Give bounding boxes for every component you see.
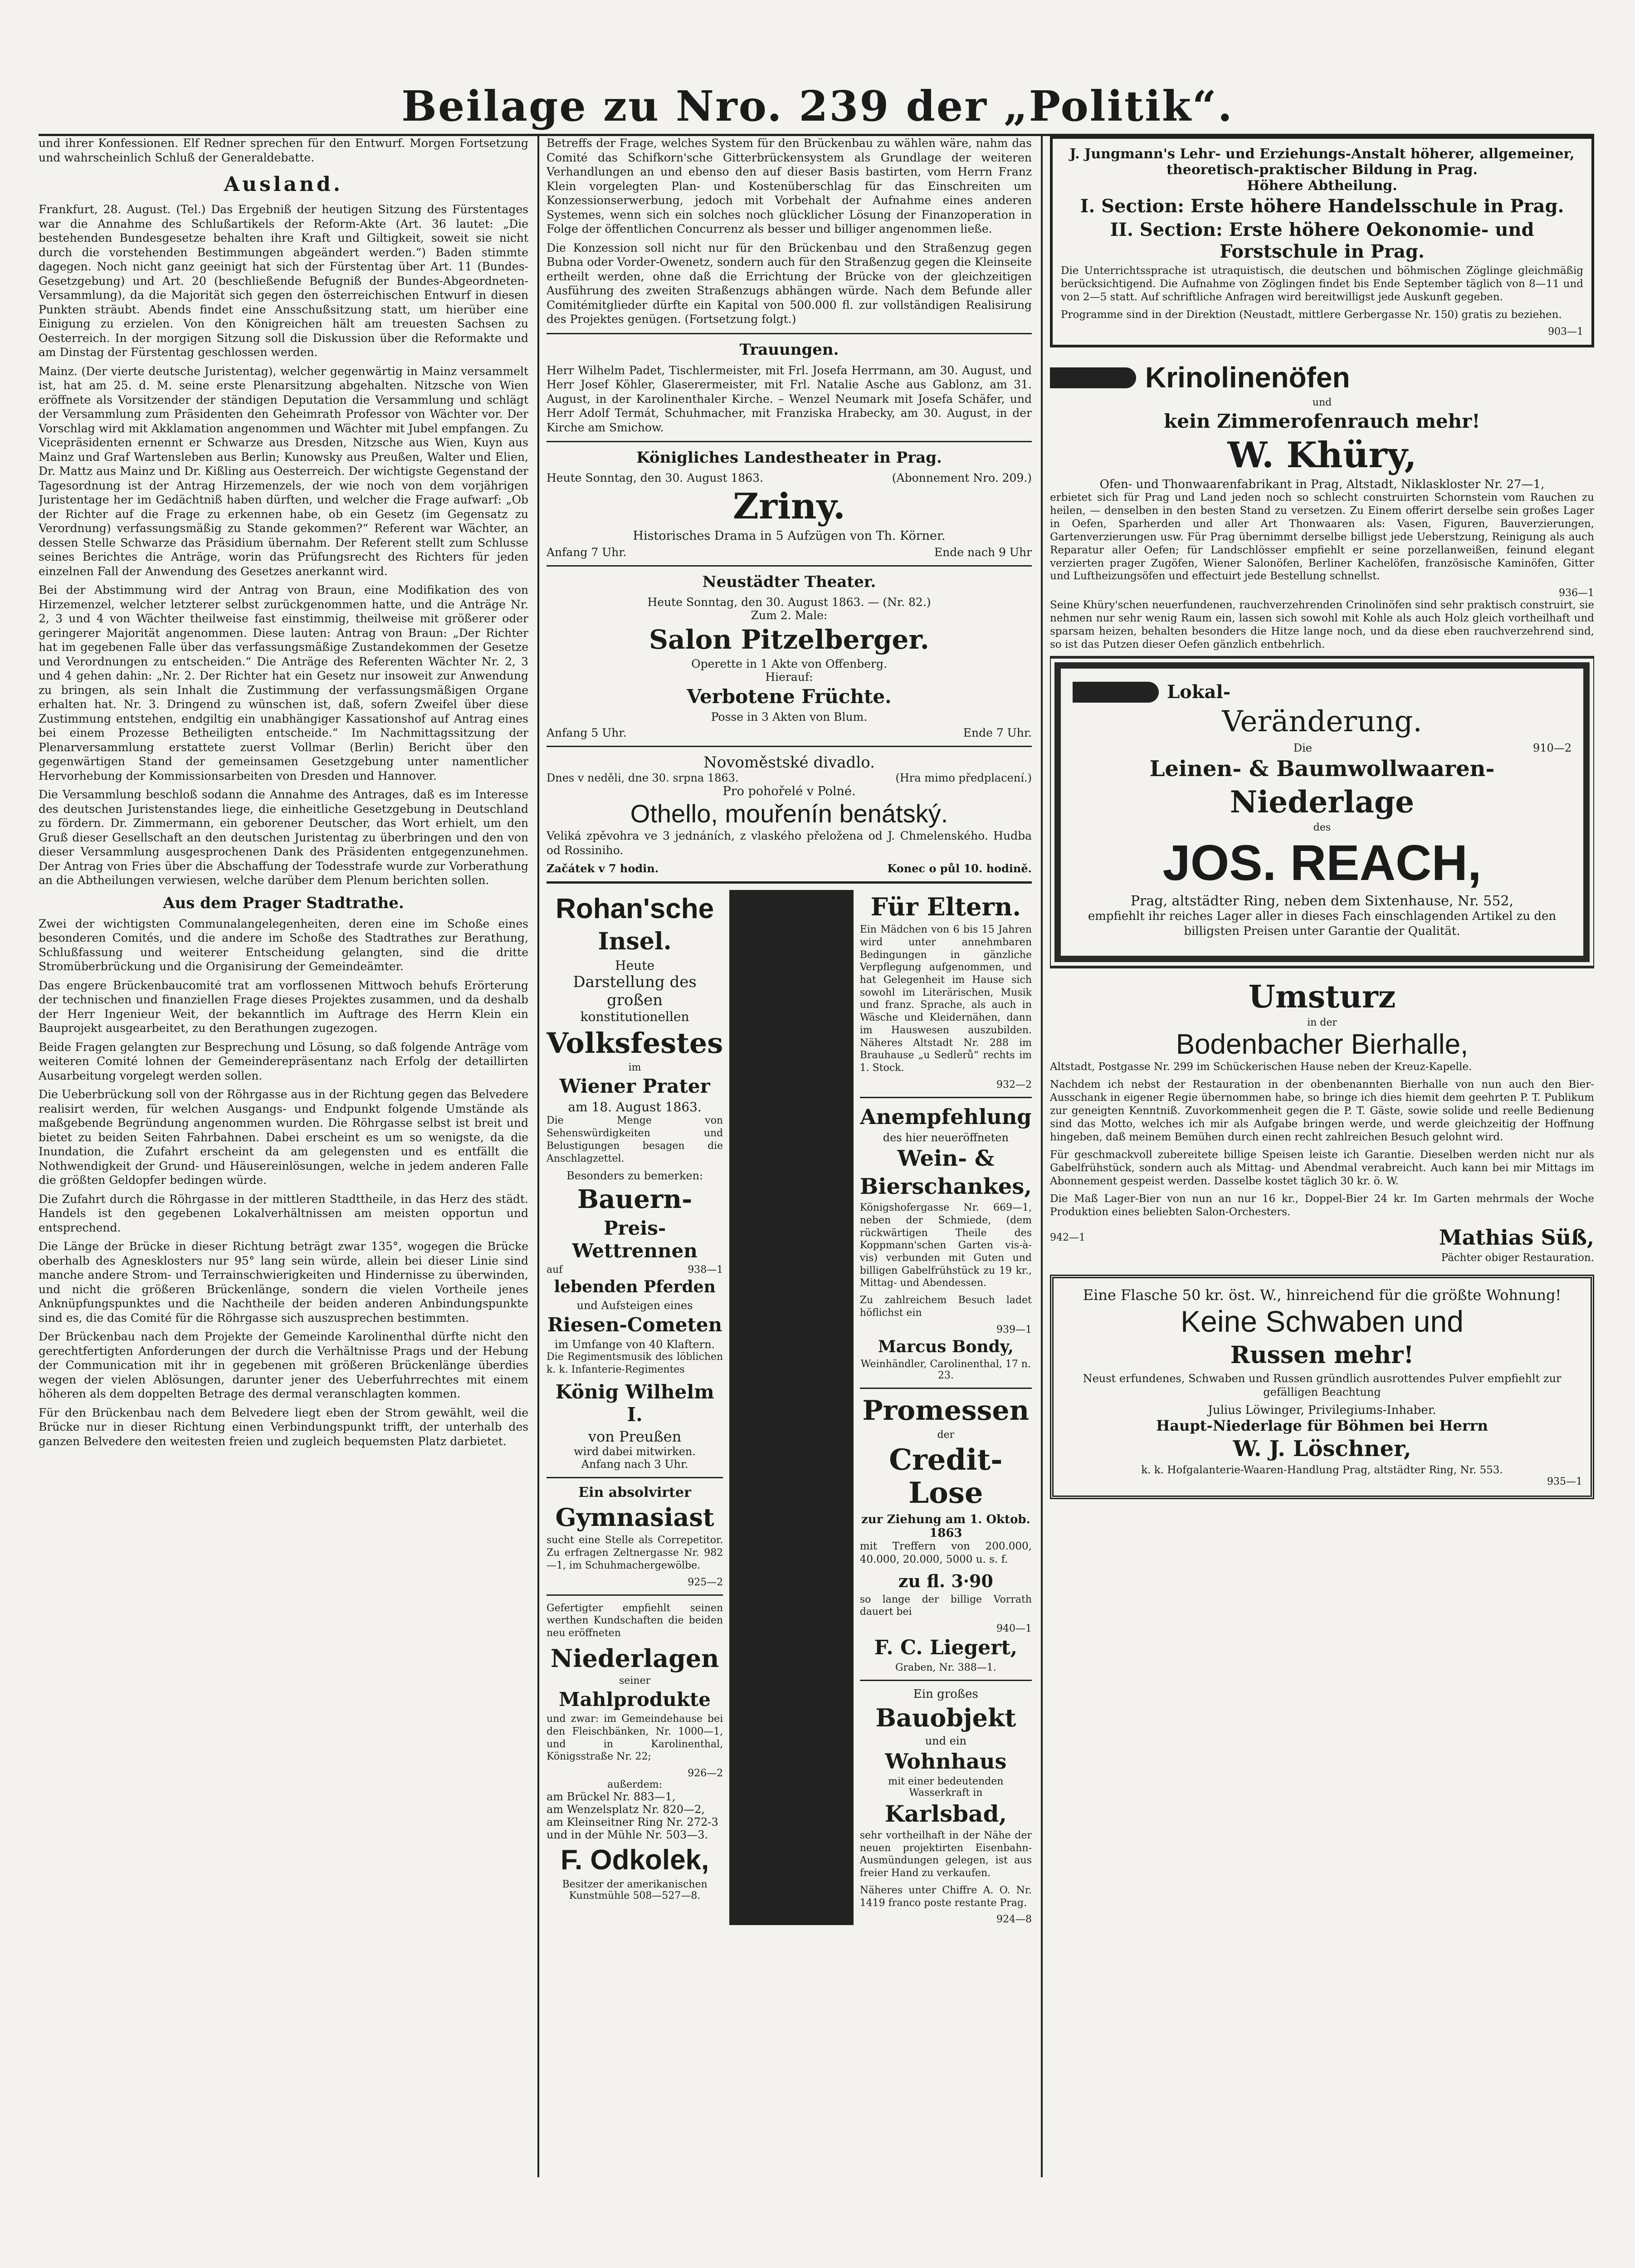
ad-text: mit Treffern von 200.000, 40.000, 20.000, 5000 u. s. f. [859,1540,1032,1565]
trauungen-title: Trauungen. [739,340,839,359]
ad-number: 936—1 [1559,587,1594,599]
ad-text: Eine Flasche 50 kr. öst. W., hinreichend für die größte Wohnung! [1083,1286,1562,1304]
divider [547,565,1032,567]
stadtrath-p1: Zwei der wichtigsten Communalangelegenheiten, deren eine im Schoße eines besonderen Comités, und die andere im Schoße des Stadtrathes zur Berathung, Schlußfassung und weiterer Entscheidung gelangten, sind die dritte Stromüberbrückung und die Organisirung der Gemeindeämter. [39,917,528,973]
ad-headline: I. Section: Erste höhere Handelsschule in Prag. [1080,196,1564,217]
ad-text: Graben, Nr. 388—1. [895,1662,996,1673]
ad-headline: Bierschankes, [859,1173,1032,1199]
ad-number: 903—1 [1548,326,1583,337]
ad-gymnasiast [547,1485,723,1588]
ad-text: Nachdem ich nebst der Restauration in der obenbenannten Bierhalle von nun auch den Bier-Ausschank in eigener Regie übernommen habe, so bringe ich dies hiemit dem geehrten P. T. Publikum zur geneigten Kenntniß. Zuvorkommenheit gegen die P. T. Gäste, sowie solide und reelle Bedienung sind das Motto, welches ich mir als Aufgabe bringen werde, und werde gleichzeitig der Hoffnung hingeben, daß meinem Bemühen durch einen recht zahlreichen Besuch gelohnt wird. [1050,1079,1594,1144]
ad-text: Pächter obiger Restauration. [1441,1252,1594,1264]
ad-text: Ofen- und Thonwaarenfabrikant in Prag, Altstadt, Niklaskloster Nr. 27—1, [1099,477,1545,491]
theater-neustaedter [547,573,1032,739]
play-title: Salon Pitzelberger. [649,624,929,655]
ad-headline: F. Odkolek, [560,1844,709,1876]
ad-fuer-eltern [860,893,1032,1090]
ad-address: Prag, altstädter Ring, neben dem Sixtenhause, Nr. 552, [1130,893,1514,909]
ad-text: Besitzer der amerikanischen Kunstmühle 508—527—8. [562,1879,708,1902]
column-divider-2 [1041,136,1043,2177]
ad-headline: König Wilhelm I. [555,1380,714,1426]
article-frankfurt: Frankfurt, 28. August. (Tel.) Das Ergebniß der heutigen Sitzung des Fürstentages war die Annahme des Schlußartikels der Reform-Akte (Art. 36 lautet: „Die bestehenden Bundesgesetze behalten ihre Kraft und Giltigkeit, soweit sie nicht durch die vorstehenden Bestimmungen abgeändert werden.“) Baden stimmte dagegen. Noch nicht ganz geeinigt hat sich der Fürstentag über Art. 11 (Bundes-Gesetzgebung) und Art. 20 (beschließende Befugniß der Bundes-Abgeordneten-Versammlung), da die Majorität sich gegen den österreichischen Entwurf in diesen Punkten sträubt. Abends findet eine Ansschußsitzung statt, um hierüber eine Einigung zu erzielen. Von den Königreichen hält am treuesten Sachsen zu Oesterreich. In der morgigen Sitzung soll die Diskussion über die Reformakte und am Dinstag der Fürstentag geschlossen werden. [39,203,528,359]
ad-price: zu fl. 3·90 [898,1570,993,1591]
divider [860,1680,1032,1681]
ad-headline: Bauobjekt [875,1703,1016,1732]
ad-left-column [547,890,723,1925]
ad-rohan-insel [547,893,723,1471]
ad-number: 926—2 [688,1768,723,1779]
divider [547,1477,723,1478]
stadtrath-p2: Das engere Brückenbaucomité trat am vorflossenen Mittwoch behufs Erörterung der technischen und finanziellen Frage dieses Projektes zusammen, und da deshalb der Herr Ingenieur Weit, der bekanntlich im Auftrage des Herrn Klein ein Bauprojekt ausgearbeitet, zu den Berathungen zugezogen. [39,978,528,1035]
ad-headline: Umsturz [1248,979,1396,1016]
ad-text: Programme sind in der Direktion (Neustadt, mittlere Gerbergasse Nr. 150) gratis zu beziehen. [1061,308,1562,321]
ad-number: 938—1 [688,1264,723,1276]
column-divider-1 [537,136,539,2177]
theater-subtitle: Pro pohořelé v Polné. [722,784,856,798]
divider [547,1594,723,1596]
ad-headline: lebenden Pferden [554,1277,716,1297]
ad-text: von Preußen [588,1428,682,1446]
end-time: Konec o půl 10. hodině. [887,862,1032,875]
ad-divider [729,890,853,1925]
ad-text: außerdem: [607,1779,663,1791]
ad-text: in der [1307,1017,1337,1029]
ad-text: Näheres unter Chiffre A. O. Nr. 1419 franco poste restante Prag. [859,1884,1032,1909]
ad-text: so lange der billige Vorrath dauert bei [859,1593,1032,1618]
ad-khury [1050,358,1594,651]
ad-headline: Leinen- & Baumwollwaaren- [1149,756,1495,782]
article-vote: Bei der Abstimmung wird der Antrag von Braun, eine Modifikation des von Hirzemenzel, welcher letzterer selbst zurückgenommen hatte, und die Anträge Nr. 2, 3 und 4 von Wächter theilweise fast einstimmig, theilweise mit größerer oder geringerer Majorität angenommen. Diese lauten: Antrag von Braun: „Der Richter hat im gegebenen Falle über das verfassungsmäßige Zustandekommen der Gesetze und Verordnungen zu entscheiden.“ Die Anträge des Referenten Wächter Nr. 2, 3 und 4 gehen dahin: „Nr. 2. Der Richter hat ein Gesetz nur insoweit zur Anwendung zu bringen, als sein Inhalt die Zustimmung der verfassungsmäßigen Organe erhalten hat. Nr. 3. Dringend zu wünschen ist, daß, sofern Zweifel über diese Zustimmung entstehen, endgiltig ein unabhängiger Kassationshof auf Antrag eines bei einem Prozesse Betheiligten entscheide.“ Im Nachmittagssitzung der Plenarversammlung erstattete zuerst Vollmar (Berlin) Bericht über den gegenwärtigen Stand der gemeinsamen Gesetzgebung unter namentlicher Hervorhebung der Kommissionsarbeiten von Dresden und Hannover. [39,583,528,782]
ad-text: sucht eine Stelle als Correpetitor. Zu erfragen Zeltnergasse Nr. 982—1, im Schuhmachergewölbe. [547,1535,723,1571]
ad-columns [547,890,1032,1925]
ad-text: zur Ziehung am 1. Oktob. 1863 [861,1513,1030,1540]
ad-text: empfiehlt ihr reiches Lager aller in dieses Fach einschlagenden Artikel zu den billigsten Preisen unter Garantie der Qualität. [1088,909,1557,938]
ad-text: erbietet sich für Prag und Land jeden noch so schlecht construirten Schornstein vom Rauchen zu heilen, — denselben in den besten Stand zu versetzen. Zu Einem offerirt derselbe sein großes Lager in Oefen, Sparherden und aller Art Thonwaaren als: Vasen, Figuren, Bauverzierungen, Gartenverzierungen usw. Für Prag übernimmt derselbe billigst jede Ueberstzung, Reinigung als auch Reparatur aller Oefen; für Landschlösser empfiehlt er seine porzellanweißen, feinund elegant verzierten prager Zugöfen, Wiener Salonöfen, Berliner Kachelöfen, französische Kaminöfen, Gitter und Luftheizungsöfen und effectuirt jede Bestellung schnellst. [1050,491,1594,582]
ad-headline: Bodenbacher Bierhalle, [1176,1029,1469,1061]
play-title: Zriny. [733,486,845,527]
play-description: Posse in 3 Akten von Blum. [711,710,868,723]
play-title: Othello, mouřenín benátský. [630,799,948,828]
ad-headline: Karlsbad, [884,1800,1007,1828]
divider [547,441,1032,442]
start-time: Začátek v 7 hodin. [547,862,659,875]
ad-text: auf [547,1264,563,1276]
column-ads [1050,136,1594,1510]
ad-headline: Insel. [598,928,672,956]
theater-landestheater [547,449,1032,559]
ad-headline: II. Section: Erste höhere Oekonomie- und Forstschule in Prag. [1110,219,1534,262]
pointing-hand-icon [1050,367,1136,388]
ad-address: Altstadt, Postgasse Nr. 299 im Schückerischen Hause neben der Kreuz-Kapelle. [1050,1061,1472,1073]
ad-text: mit einer bedeutenden Wasserkraft in [888,1776,1004,1799]
ad-number: 925—2 [688,1576,723,1588]
ad-text: Die Menge von Sehenswürdigkeiten und Belustigungen besagen die Anschlagzettel. [547,1115,723,1164]
ad-headline: Russen mehr! [1230,1341,1414,1369]
ad-headline: Für Eltern. [870,892,1021,922]
ad-text: Ein großes [913,1687,978,1701]
stadtrath-p5: Die Zufahrt durch die Röhrgasse in der mittleren Stadttheile, in das Herz des städt. Handels ist den gegebenen Lokalverhältnissen am meisten opportun und entsprechend. [39,1192,528,1234]
ad-headline: Anempfehlung [860,1104,1032,1129]
ad-headline: Keine Schwaben und [1181,1305,1464,1339]
ad-headline: Wohnhaus [885,1749,1007,1774]
stadtrath-p3: Beide Fragen gelangten zur Besprechung und Lösung, so daß folgende Anträge vom weiteren Comité lohnen der Gemeinderepräsentanz nach Erfolg der detaillirten Ausarbeitung vorgelegt werden sollen. [39,1040,528,1082]
ad-text: Heute [615,958,655,973]
ad-text: sehr vortheilhaft in der Nähe der neuen projektirten Eisenbahn-Ausmündungen gelegen, ist aus freier Hand zu verkaufen. [859,1830,1032,1879]
pointing-hand-icon [1073,682,1159,703]
theater-title: Novoměstské divadlo. [703,753,875,772]
ad-number: 939—1 [996,1324,1032,1335]
ad-signature: W. J. Löschner, [1233,1436,1411,1462]
ad-text: wird dabei mitwirken. [574,1445,696,1458]
ad-text: am Kleinseitner Ring Nr. 272-3 und in der Mühle Nr. 503—3. [547,1816,718,1842]
ad-text: Zu zahlreichem Besuch ladet höflichst ein [859,1295,1032,1319]
ad-headline: Credit-Lose [889,1442,1003,1510]
ad-headline: Bauern- [577,1184,693,1215]
ad-text: und [1312,397,1332,409]
ad-text: Die Unterrichtssprache ist utraquistisch, die deutschen und böhmischen Zöglinge gleichmäßig berücksichtigend. Die Aufnahme von Zöglingen findet bis Ende September täglich von 8—11 und von 2—5 statt. Auf schriftliche Anfragen wird bereitwilligst jede Auskunft gegeben. [1061,265,1583,303]
article-assembly: Die Versammlung beschloß sodann die Annahme des Antrages, daß es im Interesse des deutschen Juristenstandes liege, die einheitliche Gesetzgebung in Deutschland zu fördern. Dr. Zimmermann, ein geborener Deutscher, das Wort erhielt, um den Gruß dieser Gesellschaft an den deutschen Juristentag zu überbringen und den von dieser Versammlung ausgesprochenen Dank des Präsidenten entgegenzunehmen. Der Antrag von Fries über die Abschaffung der Todesstrafe wurde zur Vorberathung an die Abtheilungen verwiesen, welche darüber dem Plenum berichten sollen. [39,788,528,887]
ad-text: im Umfange von 40 Klaftern. [554,1338,715,1351]
ad-number: 924—8 [996,1914,1032,1926]
ad-text: Ein absolvirter [578,1485,691,1501]
start-time: Anfang 7 Uhr. [547,545,627,559]
stadtrath-p6: Die Länge der Brücke in dieser Richtung beträgt zwar 135°, wogegen die Brücke oberhalb des Agnesklosters nur 95° lang sein würde, allein bei dieser Linie sind manche andere Strom- und Terrainschwierigkeiten und Hindernisse zu überwinden, und nicht die größeren Brückenlänge, sondern die vielen Vortheile jenes Anknüpfungspunktes und die Nachtheile der beiden anderen Anbindungspunkte sind es, die das Comité für die Röhrgasse sich auszusprechen bestimmten. [39,1240,528,1325]
ad-text: im [628,1062,641,1074]
trauungen-text: Herr Wilhelm Padet, Tischlermeister, mit Frl. Josefa Herrmann, am 30. August, und Herr Josef Köhler, Glaserermeister, mit Frl. Natalie Asche aus Gablonz, am 31. August, in der Karolinenthaler Kirche. – Wenzel Neumark mit Josefa Schäfer, und Herr Adolf Termát, Schuhmacher, mit Franziska Hrabecky, am 30. August, in der Kirche am Smichow. [547,363,1032,434]
divider [860,1097,1032,1098]
ad-headline: Niederlage [1230,784,1415,820]
ad-text: und zwar: im Gemeindehause bei den Fleischbänken, Nr. 1000—1, und in Karolinenthal, Königsstraße Nr. 22; [547,1713,723,1763]
ad-text: J. Jungmann's Lehr- und Erziehungs-Anstalt höherer, allgemeiner, theoretisch-praktischer Bildung in Prag. [1069,146,1575,178]
ad-jungmann [1050,136,1594,347]
article-mainz: Mainz. (Der vierte deutsche Juristentag), welcher gegenwärtig in Mainz versammelt ist, hat am 25. d. M. seine erste Plenarsitzung abgehalten. Nitzsche von Wien eröffnete als Vorsitzender der ständigen Deputation die Versammlung und schlägt der Versammlung zum Präsidenten den Geheimrath Professor von Wächter vor. Der Vorschlag wird mit Akklamation angenommen und Wächter mit Jubel empfangen. Zu Vicepräsidenten ernennt er Schwarze aus Dresden, Nitzsche aus Wien, Kuyn aus Mainz und Graf Wartensleben aus Berlin; Kunowsky aus Preußen, Walter und Elien, Dr. Mattz aus Mainz und Dr. Kißling aus Oesterreich. Der wichtigste Gegenstand der Tagesordnung ist der Antrag Hirzemenzels, der wie noch von dem vorjährigen Juristentage her im Gedächtniß haben dürften, und welcher die Frage aufwarf: „Ob der Richter auf die Frage zu erkennen habe, ob ein Gesetz (im Gegensatz zu Verordnung) verfassungsmäßig zu Stande gekommen?“ Referent war Wächter, an dessen Stelle Schwarze das Präsidium übernahm. Der Referent stellt zum Schlusse seines Berichtes die Anträge, worin das Prüfungsrecht des Richters für jeden einzelnen Fall der Anwendung des Gesetzes anerkannt wird. [39,364,528,578]
ad-headline: Preis-Wettrennen [572,1217,698,1262]
play-description: Operette in 1 Akte von Offenberg. [691,657,887,671]
ad-text: Lokal- [1167,681,1231,703]
ad-text: Gefertigter empfiehlt seinen werthen Kundschaften die beiden neu eröffneten [547,1602,723,1639]
ad-text: Weinhändler, Carolinenthal, 17 n. 23. [860,1358,1031,1381]
ad-headline: Veränderung. [1222,705,1422,739]
ad-text: Neust erfundenes, Schwaben und Russen gründlich ausrottendes Pulver empfiehlt zur gefälligen Beachtung [1083,1372,1562,1398]
theater-date: Dnes v neděli, dne 30. srpna 1863. [547,771,739,784]
stadtrath-p7: Der Brückenbau nach dem Projekte der Gemeinde Karolinenthal dürfte nicht den gerechtfertigten Anforderungen der durch die Verhältnisse Prags und der Hebung der Communication mit ihr in gegebenen mit größeren Brückenlänge überdies wegen der vielen Ablösungen, darunter jener des Ueberfuhrrechtes mit einem höheren als dem doppelten Betrage des dermal veranschlagten kommen. [39,1330,528,1400]
ad-right-column [860,890,1032,1925]
play-title: Verbotene Früchte. [687,685,892,708]
ad-text: konstitutionellen [580,1009,689,1024]
page-header: Beilage zu Nro. 239 der „Politik“. [401,82,1234,131]
ad-headline: Promessen [862,1394,1030,1427]
theater-date: Heute Sonntag, den 30. August 1863. [547,471,763,484]
divider [547,881,1032,884]
end-time: Ende 7 Uhr. [963,726,1032,739]
ad-text: Die Regimentsmusik des löblichen k. k. Infanterie-Regimentes [547,1351,723,1375]
theater-note: (Hra mimo předplacení.) [895,771,1032,784]
theater-abonnement: (Abonnement Nro. 209.) [892,471,1032,484]
ad-text: Königshofergasse Nr. 669—1, neben der Schmiede, (dem rückwärtigen Theile des Koppmann'schen Garten vis-à-vis) verbunden mit Guten und billigen Gabelfrühstück zu 19 kr., Mittag- und Abendessen. [859,1202,1032,1289]
ad-text: und ein [925,1734,966,1747]
divider [547,333,1032,334]
ad-text: Haupt-Niederlage für Böhmen bei Herrn [1156,1417,1488,1435]
ad-number: 910—2 [1533,741,1572,754]
ad-signature: F. C. Liegert, [874,1636,1018,1659]
stadtrath-p8: Für den Brückenbau nach dem Belvedere liegt eben der Strom gewählt, weil die Brücke nur in dieser Richtung einen Verbindungspunkt trifft, der unterhalb des ganzen Belvedere den weitesten freien und zugleich bequemsten Platz darbietet. [39,1406,528,1448]
ad-text: der [937,1429,955,1441]
ad-text: Anfang nach 3 Uhr. [581,1458,688,1471]
ad-company-name: JOS. REACH, [1162,835,1482,891]
ad-headline: Volksfestes [547,1026,723,1060]
ad-text: Die [1293,741,1313,754]
start-time: Anfang 5 Uhr. [547,726,627,739]
ad-text: des hier neueröffneten [883,1131,1009,1144]
play-description: Veliká zpěvohra ve 3 jednáních, z vlaského přeložena od J. Chmelenského. Hudba od Rossiniho. [547,829,1032,857]
theater-note: Zum 2. Male: [751,608,828,622]
ad-signature: Marcus Bondy, [878,1337,1014,1356]
ad-text: Seine Khüry'schen neuerfundenen, rauchverzehrenden Crinolinöfen sind sehr praktisch construirt, sie nehmen nur sehr wenig Raum ein, lassen sich sowohl mit Kohle als auch Holz gleich vortheilhaft und sparsam heizen, behalten besonders die Hitze lange noch, und da diese eben rauchverzehrend sind, so ist das Putzen dieser Oefen gänzlich entbehrlich. [1050,599,1594,651]
bridge-system-paragraph: Betreffs der Frage, welches System für den Brückenbau zu wählen wäre, nahm das Comité das Schifkorn'sche Gitterbrückensystem als Grundlage der weiteren Verhandlungen an und ebenso den auf dieser Basis bastirten, vom Herrn Franz Klein vorgelegten Plan- und Kostenüberschlag für das Einschreiten um Konzessionserwerbung, jedoch mit Vorbehalt der Aufnahme eines anderen Systemes, wenn sich ein solches noch glücklicher Lösung der Finanzoperation in Folge der öffentlichen Concurrenz als besser und billiger angenommen ließe. [547,137,1032,235]
ad-text: Julius Löwinger, Privilegiums-Inhaber. [1208,1403,1436,1418]
ad-headline: Niederlagen [550,1643,719,1673]
theater-novomestske [547,753,1032,875]
ad-headline: Krinolinenöfen [1145,361,1350,394]
ad-text: und Aufsteigen eines [576,1299,693,1312]
ad-schwaben [1050,1275,1594,1499]
ad-number: 935—1 [1547,1476,1582,1487]
theater-title: Neustädter Theater. [702,572,876,591]
divider [860,1388,1032,1389]
section-title-stadtrath: Aus dem Prager Stadtrathe. [163,894,404,912]
play-description: Historisches Drama in 5 Aufzügen von Th. Körner. [633,528,946,543]
ad-headline: Riesen-Cometen [547,1313,722,1336]
ad-number: 940—1 [996,1623,1032,1634]
theater-note: Hierauf: [765,670,813,684]
ad-text: am 18. August 1863. [568,1100,702,1115]
theater-title: Königliches Landestheater in Prag. [636,449,942,467]
theater-date: Heute Sonntag, den 30. August 1863. — (Nr. 82.) [647,595,931,609]
ad-text: am Wenzelsplatz Nr. 820—2, [547,1803,705,1816]
ad-text: Die Maß Lager-Bier von nun an nur 16 kr., Doppel-Bier 24 kr. Im Garten mehrmals der Woche Produktion eines beliebten Salon-Orchesters. [1050,1193,1594,1218]
ad-address: k. k. Hofgalanterie-Waaren-Handlung Prag, altstädter Ring, Nr. 553. [1141,1464,1503,1476]
ad-text: Für geschmackvoll zubereitete billige Speisen leiste ich Garantie. Dieselben werden nicht nur als Gabelfrühstück, sondern auch als Mittag- und Abendmal verabreicht. Auch kann bei mir Mittags im Abonnement gespeist werden. Dasselbe kostet täglich 30 kr. ö. W. [1050,1149,1594,1187]
ad-jos-reach [1054,662,1590,962]
ad-text: Darstellung des großen [573,973,697,1009]
ad-text: Ein Mädchen von 6 bis 15 Jahren wird unter annehmbaren Bedingungen in gänzliche Verpflegung aufgenommen, und hat Gelegenheit im Hause sich sowohl im Literärischen, Musik und franz. Sprache, als auch in Wäsche und Kleidernähen, dann im Hauswesen auszubilden. Näheres Altstadt Nr. 288 im Brauhause „u Sedlerů“ rechts im 1. Stock. [859,924,1032,1074]
divider [547,746,1032,747]
stadtrath-p4: Die Ueberbrückung soll von der Röhrgasse aus in der Richtung gegen das Belvedere realisirt werden, für welchen Ausgangs- und Endpunkt folgende Umstände als maßgebende Begründung angenommen wurden. Die Röhrgasse selbst ist breit und bietet zu beiden Seiten Fahrbahnen. Dabei erscheint es um so wenigste, da die Inundation, die Zufahrt erscheint da am gelegensten und es entfällt die Nothwendigkeit der Grund- und Häusereinlösungen, welche in jedem anderen Falle die größten Geldopfer bedingen würde. [39,1088,528,1187]
ad-text: am Brückel Nr. 883—1, [547,1790,676,1804]
ad-signature: Mathias Süß, [1439,1225,1594,1250]
ad-weinschank [860,1105,1032,1381]
ad-bauobjekt [860,1687,1032,1926]
ad-text: Besonders zu bemerken: [566,1169,703,1183]
ad-number: 942—1 [1050,1232,1085,1243]
ad-bierhalle [1050,980,1594,1264]
ad-text: seiner [619,1675,651,1686]
ad-headline: W. Khüry, [1227,434,1417,476]
ad-headline: Wein- & [897,1145,995,1171]
ad-headline: kein Zimmerofenrauch mehr! [1164,410,1480,433]
column-middle [547,136,1032,1925]
article-intro: und ihrer Konfessionen. Elf Redner sprechen für den Entwurf. Morgen Fortsetzung und wahrscheinlich Schluß der Generaldebatte. [39,137,528,164]
ad-number: 932—2 [996,1079,1032,1090]
section-title-ausland: Ausland. [224,173,343,196]
ad-headline: Mahlprodukte [559,1688,711,1711]
ad-text: Höhere Abtheilung. [1247,178,1397,194]
bridge-concession-paragraph: Die Konzession soll nicht nur für den Brückenbau und den Straßenzug gegen Bubna oder Vorder-Owenetz, sondern auch für den Straßenzug gegen die Kleinseite ertheilt werden, ohne daß die Errichtung der Brücke von der gleichzeitigen Ausführung des zweiten Straßenzugs abhängen würde. Nach dem Befunde aller Comitémitglieder dürfte ein Kapital von 500.000 fl. zur vollständigen Realisirung des Projektes genügen. (Fortsetzung folgt.) [547,241,1032,326]
ad-headline: Gymnasiast [555,1503,714,1532]
end-time: Ende nach 9 Uhr [934,545,1032,559]
ad-credit-lose [860,1395,1032,1673]
ad-headline: Wiener Prater [559,1075,710,1098]
column-news [39,136,528,1453]
ad-text: des [1313,822,1331,834]
ad-odkolek [547,1602,723,1902]
ad-headline: Rohan'sche [556,893,714,925]
